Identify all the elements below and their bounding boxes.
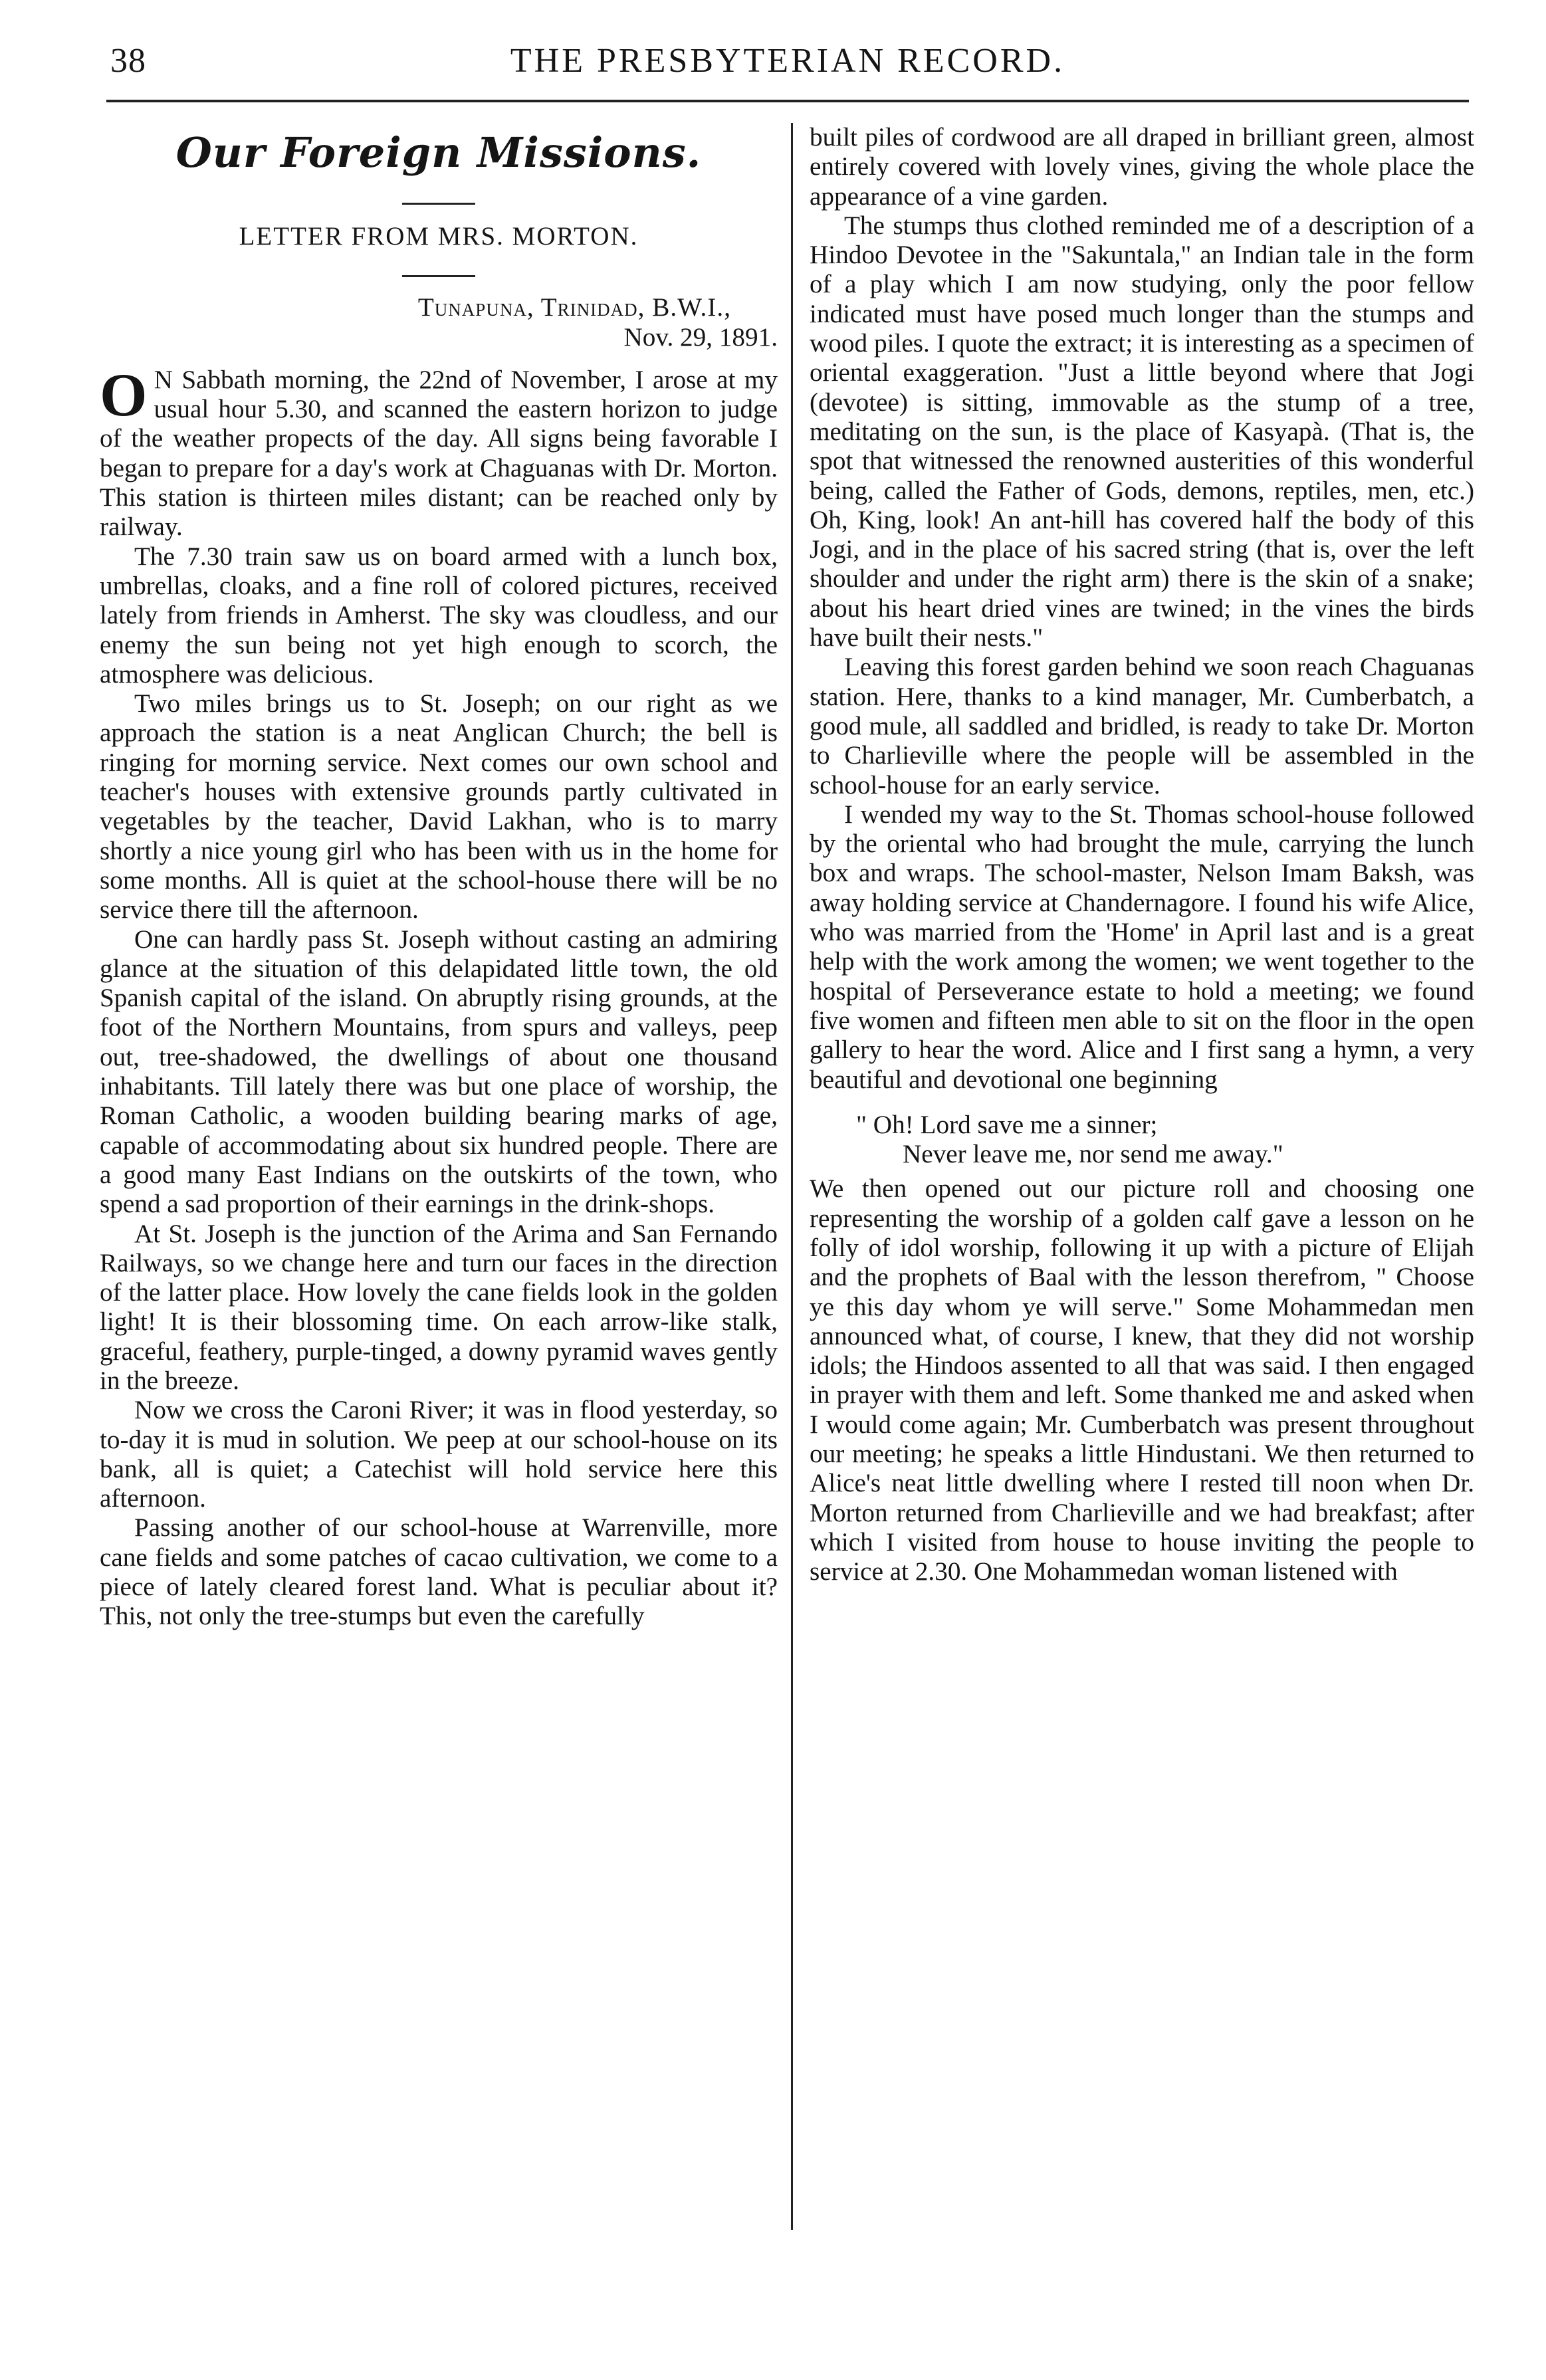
paragraph-8: The stumps thus clothed reminded me of a description of a Hindoo Devotee in the "Sakuntala," an Indian tale in the form of a play which I am now studying, only the poor fellow indicated must have posed much longer than the stumps and wood piles. I quote the extract; it is interesting as a specimen of oriental exaggeration. "Just a little beyond where that Jogi (devotee) is sitting, immovable as the stump of a tree, meditating on the sun, is the place of Kasyapà. (That is, the spot that witnessed the renowned austerities of this wonderful being, called the Father of Gods, demons, reptiles, men, etc.) Oh, King, look! An ant-hill has covered half the body of this Jogi, and in the place of his sacred string (that is, over the left shoulder and under the right arm) there is the skin of a snake; about his heart dried vines are twined; in the vines the birds have built their nests." xyxy=(810,211,1474,653)
paragraph-5: At St. Joseph is the junction of the Arima and San Fernando Railways, so we change here and turn our faces in the direction of the latter place. How lovely the cane fields look in the golden light! It is their blossoming time. On each arrow-like stalk, graceful, feathery, purple-tinged, a downy pyramid waves gently in the breeze. xyxy=(100,1219,778,1395)
paragraph-4: One can hardly pass St. Joseph without casting an admiring glance at the situation of this delapidated little town, the old Spanish capital of the island. On abruptly rising grounds, at the foot of the Northern Mountains, from spurs and valleys, peep out, tree-shadowed, the dwellings of about one thousand inhabitants. Till lately there was but one place of worship, the Roman Catholic, a wooden building bearing marks of age, capable of accommodating about six hundred people. There are a good many East Indians on the outskirts of the town, who spend a sad proportion of their earnings in the drink-shops. xyxy=(100,924,778,1219)
drop-cap: O xyxy=(100,360,148,429)
letter-heading: LETTER FROM MRS. MORTON. xyxy=(239,222,639,251)
paragraph-10: I wended my way to the St. Thomas school-house followed by the oriental who had brought the mule, carrying the lunch box and wraps. The school-master, Nelson Imam Baksh, was away holding service at Chandernagore. I found his wife Alice, who was married from the 'Home' in April last and is a great help with the work among the women; we went together to the hospital of Perseverance estate to hold a meeting; we found five women and fifteen men able to sit on the floor in the open gallery to hear the word. Alice and I first sang a hymn, a very beautiful and devotional one beginning xyxy=(810,800,1474,1094)
hymn-line-2: Never leave me, nor send me away." xyxy=(903,1140,1283,1169)
header-rule xyxy=(106,100,1469,102)
right-column xyxy=(810,123,1474,1587)
paragraph-3: Two miles brings us to St. Joseph; on our right as we approach the station is a neat Anglican Church; the bell is ringing for morning service. Next comes our own school and teacher's houses with extensive grounds partly cultivated in vegetables by the teacher, David Lakhan, who is to marry shortly a nice young girl who has been with us in the home for some months. All is quiet at the school-house there will be no service there till the afternoon. xyxy=(100,689,778,924)
paragraph-2: The 7.30 train saw us on board armed with a lunch box, umbrellas, cloaks, and a fine roll of colored pictures, received lately from friends in Amherst. The sky was cloudless, and our enemy the sun being not yet high enough to scorch, the atmosphere was delicious. xyxy=(100,542,778,689)
running-head: THE PRESBYTERIAN RECORD. xyxy=(510,42,1065,80)
page-number: 38 xyxy=(110,42,146,80)
title-rule xyxy=(402,203,475,205)
paragraph-6: Now we cross the Caroni River; it was in flood yesterday, so to-day it is mud in solution. We peep at our school-house on its bank, all is quiet; a Catechist will hold service here this afternoon. xyxy=(100,1396,778,1513)
section-title: Our Foreign Missions. xyxy=(175,128,702,177)
paragraph-9: Leaving this forest garden behind we soon reach Chaguanas station. Here, thanks to a kind manager, Mr. Cumberbatch, a good mule, all saddled and bridled, is ready to take Dr. Morton to Charlieville where the people will be assembled in the school-house for an early service. xyxy=(810,653,1474,800)
column-rule xyxy=(791,123,793,2230)
closing-paragraph: We then opened out our picture roll and choosing one representing the worship of a golden calf gave a lesson on he folly of idol worship, following it up with a picture of Elijah and the prophets of Baal with the lesson therefrom, " Choose ye this day whom ye will serve." Some Mohammedan men announced what, of course, I knew, that they did not worship idols; the Hindoos assented to all that was said. I then engaged in prayer with them and left. Some thanked me and asked when I would come again; Mr. Cumberbatch was present throughout our meeting; he speaks a little Hindustani. We then returned to Alice's neat little dwelling where I rested till noon when Dr. Morton returned from Charlieville and we had breakfast; after which I visited from house to house inviting the people to service at 2.30. One Mohammedan woman listened with xyxy=(810,1174,1474,1586)
dateline-place: Tunapuna, Trinidad, B.W.I., xyxy=(417,293,731,322)
paragraph-1 xyxy=(100,360,778,542)
continued-paragraph: built piles of cordwood are all draped in brilliant green, almost entirely covered with lovely vines, giving the whole place the appearance of a vine garden. xyxy=(810,123,1474,211)
hymn-line-1: " Oh! Lord save me a sinner; xyxy=(856,1110,1158,1139)
dateline-date: Nov. 29, 1891. xyxy=(623,322,778,352)
page-header xyxy=(106,27,1469,106)
heading-rule xyxy=(402,275,475,277)
paragraph-7: Passing another of our school-house at Warrenville, more cane fields and some patches of cacao cultivation, we come to a piece of lately cleared forest land. What is peculiar about it? This, not only the tree-stumps but even the carefully xyxy=(100,1513,778,1631)
paragraph-1-text: N Sabbath morning, the 22nd of November, I arose at my usual hour 5.30, and scanned the eastern horizon to judge of the weather propects of the day. All signs being favorable I began to prepare for a day's work at Chaguanas with Dr. Morton. This station is thirteen miles distant; can be reached only by railway. xyxy=(100,365,778,542)
left-column xyxy=(100,123,778,1632)
